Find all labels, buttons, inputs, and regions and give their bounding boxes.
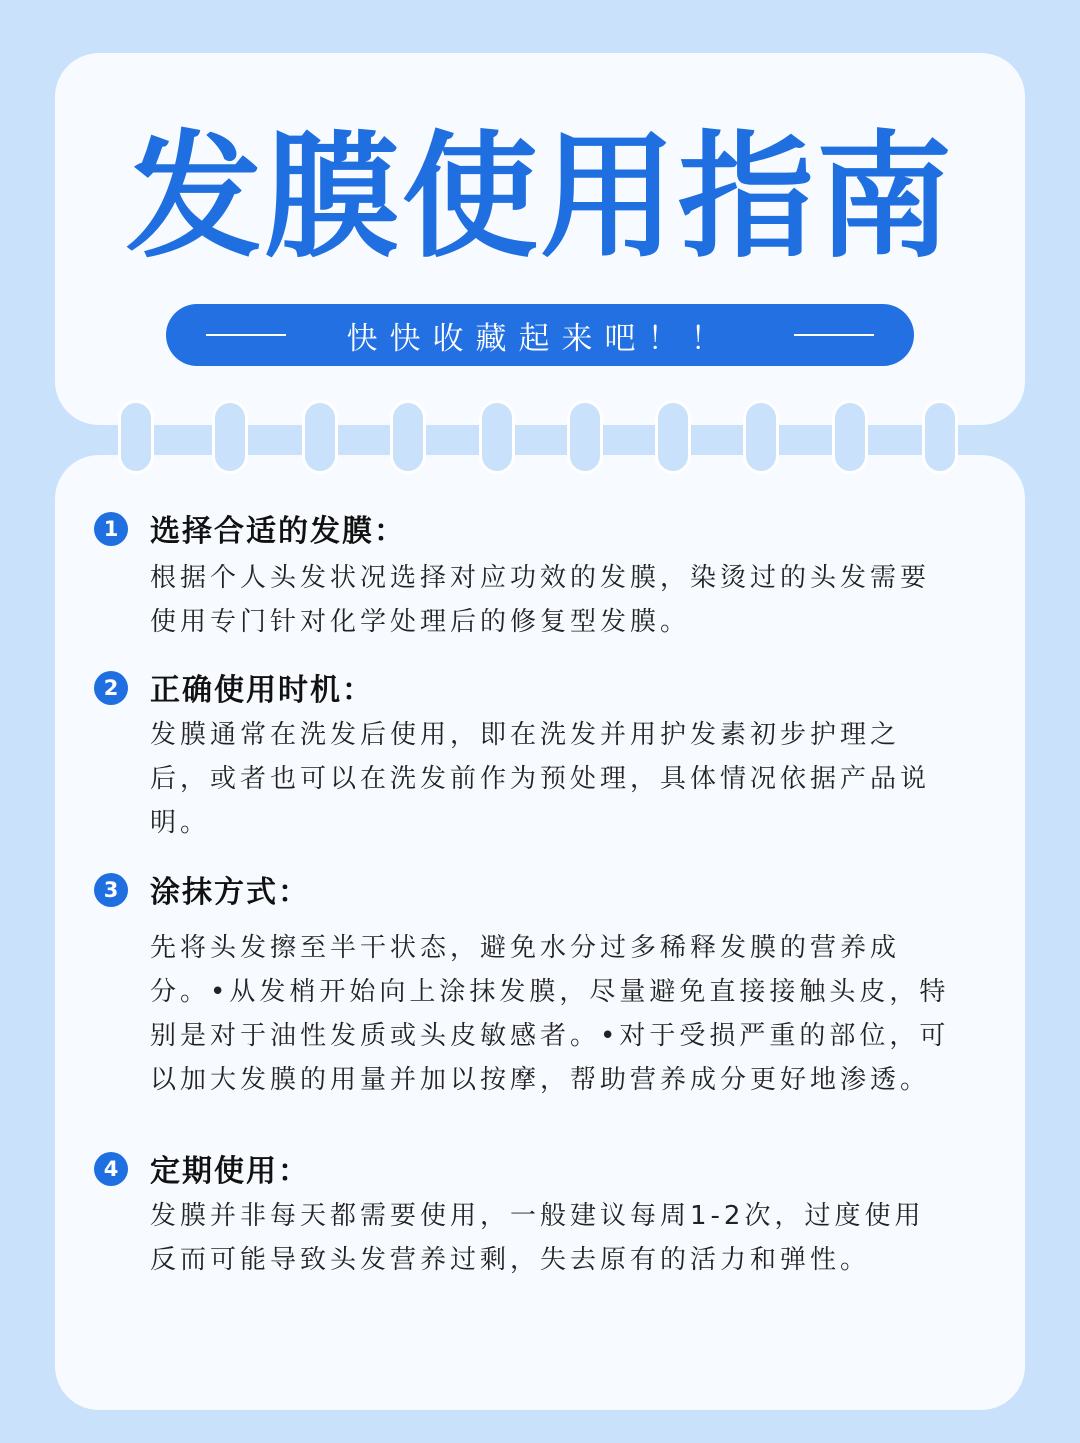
section-heading: 定期使用： (150, 1154, 310, 1189)
section-body: 根据个人头发状况选择对应功效的发膜，染烫过的头发需要 使用专门针对化学处理后的修复型发膜。 (150, 563, 931, 637)
section-heading: 涂抹方式： (150, 875, 310, 910)
binder-ring (390, 400, 426, 474)
section-heading: 选择合适的发膜： (150, 514, 406, 549)
number-badge: 3 (94, 873, 128, 907)
binder-ring (743, 400, 779, 474)
binder-ring (212, 400, 248, 474)
number-badge: 4 (94, 1152, 128, 1186)
section-heading: 正确使用时机： (150, 673, 374, 708)
section-body: 发膜并非每天都需要使用，一般建议每周1-2次，过度使用 反而可能导致头发营养过剩，失去原有的活力和弹性。 (150, 1201, 925, 1275)
binder-ring (118, 400, 154, 474)
banner-text: 快快收藏起来吧！！ (346, 320, 734, 357)
number-badge: 1 (94, 512, 128, 546)
section-body: 先将头发擦至半干状态，避免水分过多稀释发膜的营养成 分。•从发梢开始向上涂抹发膜，尽量避免直接接触头皮，特 别是对于油性发质或头皮敏感者。•对于受损严重的部位，可 以加大发膜的用量并加以按摩，帮助营养成分更好地渗透。 (150, 933, 950, 1095)
number-badge: 2 (94, 671, 128, 705)
page-title: 发膜使用指南 (126, 119, 954, 277)
binder-ring (922, 400, 958, 474)
binder-ring (302, 400, 338, 474)
binder-ring (832, 400, 868, 474)
section-body: 发膜通常在洗发后使用，即在洗发并用护发素初步护理之 后，或者也可以在洗发前作为预处理，具体情况依据产品说 明。 (150, 720, 931, 838)
banner-pill (166, 304, 914, 366)
banner-line-right (794, 334, 874, 336)
binder-ring (567, 400, 603, 474)
binder-ring (479, 400, 515, 474)
binder-ring (655, 400, 691, 474)
banner-line-left (206, 334, 286, 336)
